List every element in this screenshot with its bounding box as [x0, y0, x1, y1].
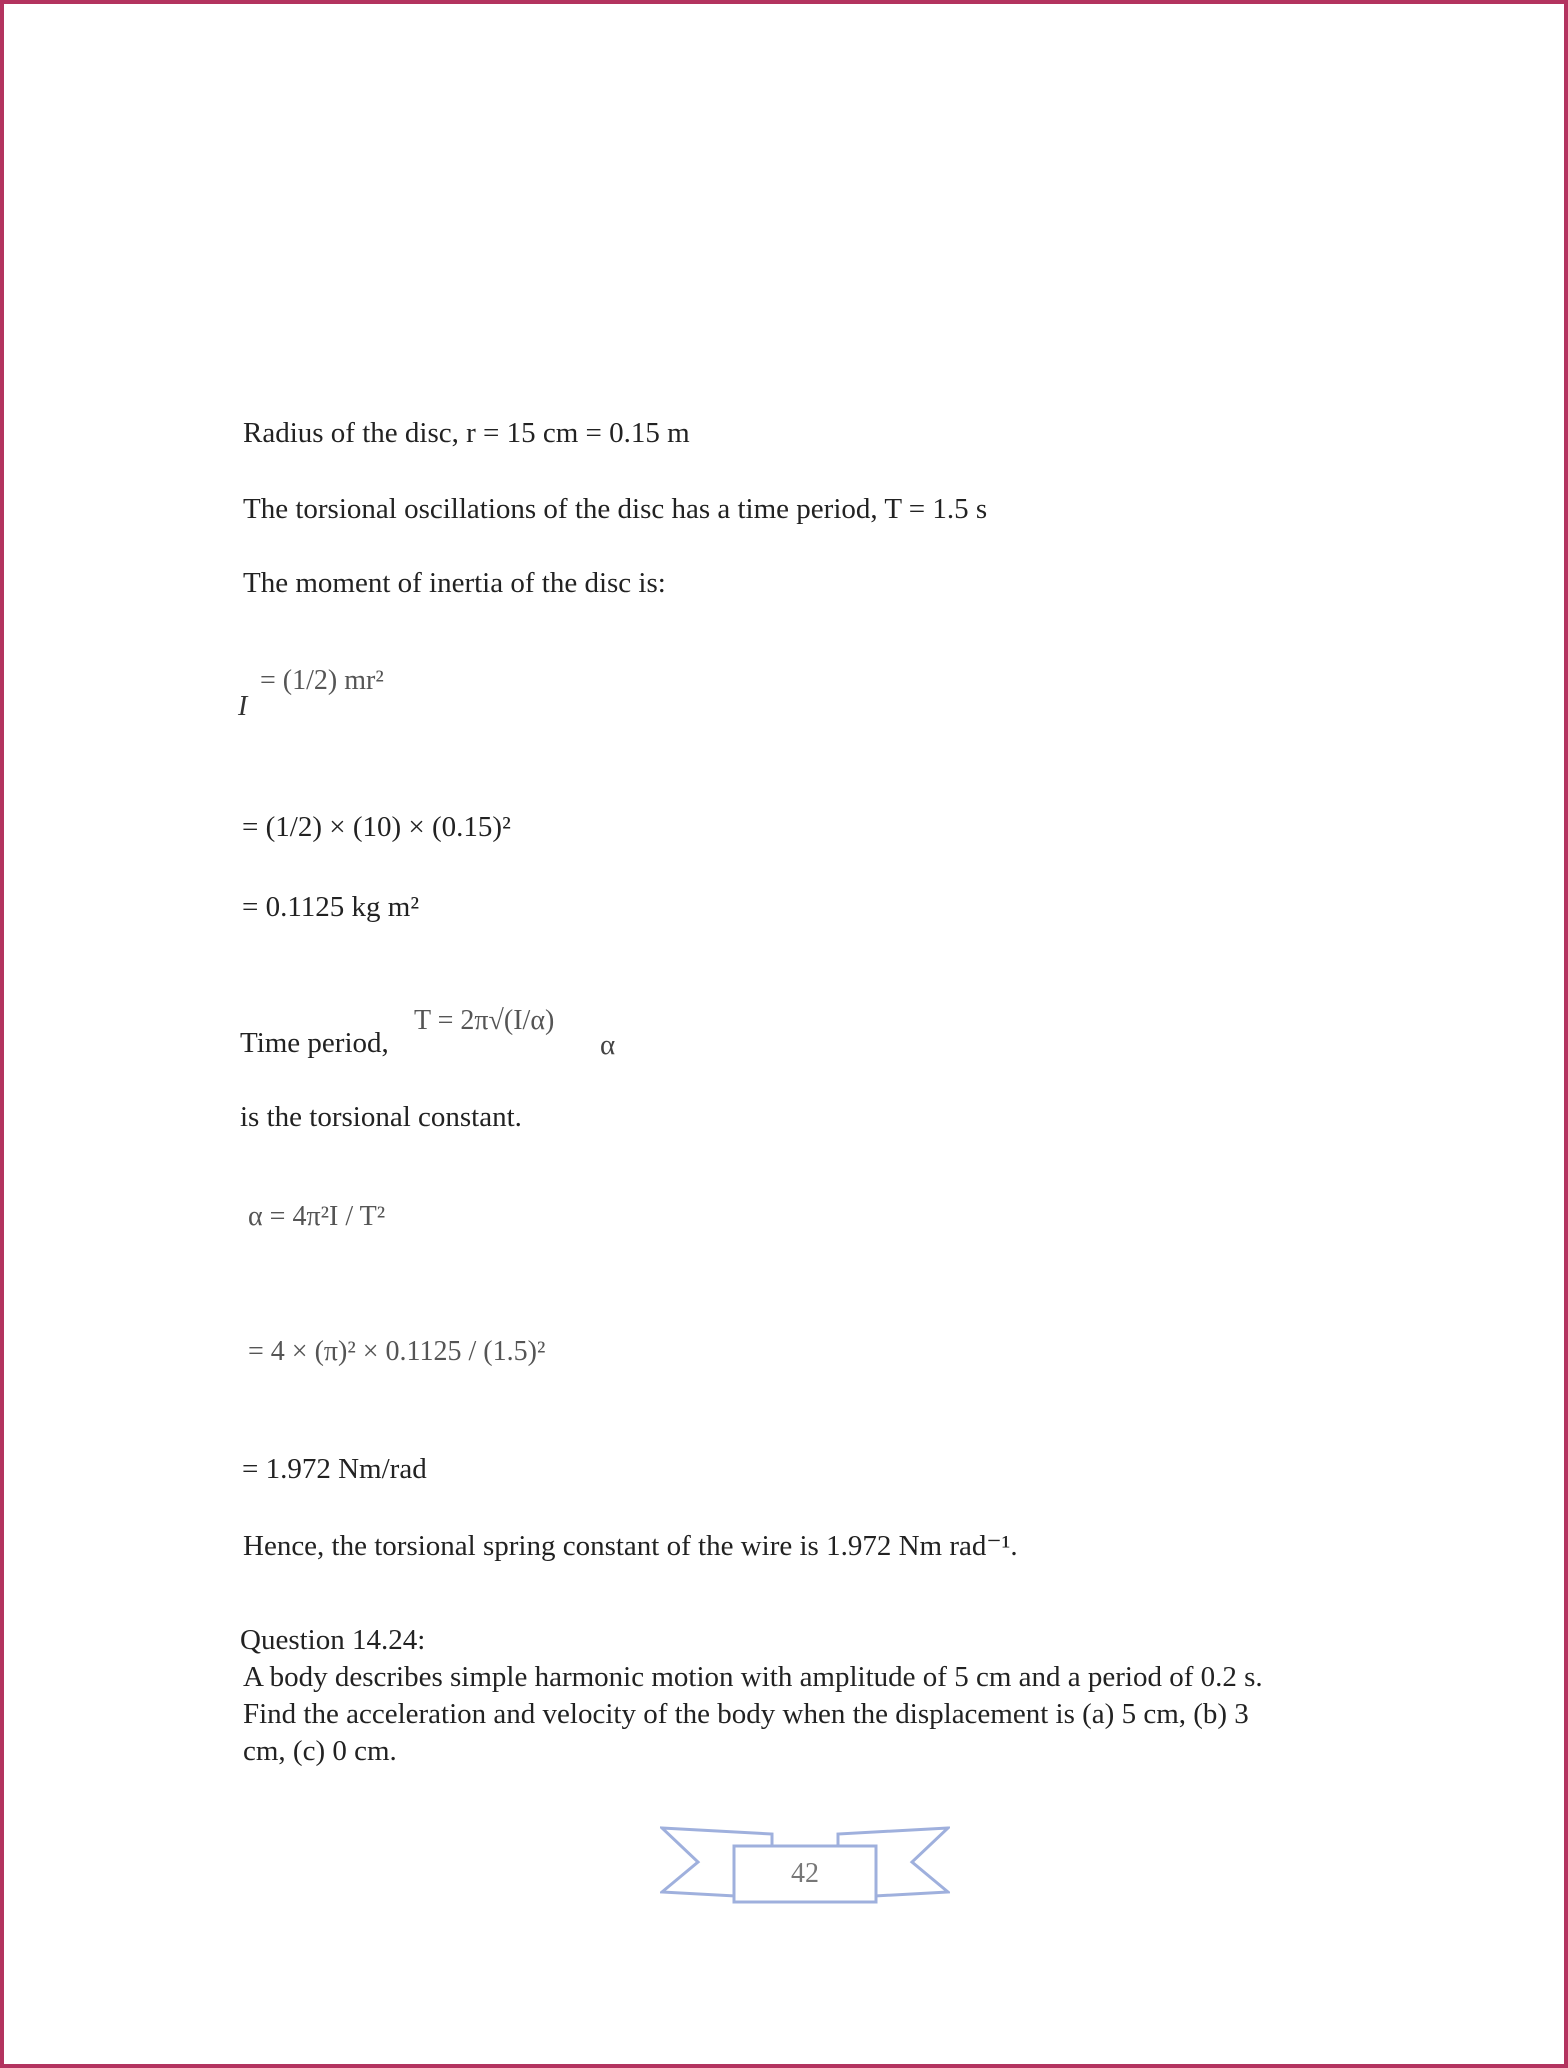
- eq1-rhs: = (1/2) mr²: [260, 665, 384, 696]
- question-title: Question 14.24:: [240, 1624, 426, 1656]
- time-period-label: Time period,: [240, 1027, 389, 1059]
- radius-line: Radius of the disc, r = 15 cm = 0.15 m: [243, 417, 690, 449]
- eq4: α = 4π²I / T²: [248, 1201, 386, 1232]
- question-line-2: Find the acceleration and velocity of the body when the displacement is (a) 5 cm, (b) 3: [243, 1698, 1249, 1730]
- conclusion-line: Hence, the torsional spring constant of the wire is 1.972 Nm rad⁻¹.: [243, 1530, 1018, 1562]
- eq1-lhs: I: [238, 691, 248, 722]
- moment-line: The moment of inertia of the disc is:: [243, 567, 666, 599]
- period-line: The torsional oscillations of the disc has a time period, T = 1.5 s: [243, 493, 988, 525]
- eq6: = 1.972 Nm/rad: [242, 1453, 427, 1485]
- alpha-symbol: α: [600, 1029, 616, 1061]
- eq3: = 0.1125 kg m²: [242, 891, 420, 923]
- question-line-3: cm, (c) 0 cm.: [243, 1735, 397, 1767]
- torsional-constant-line: is the torsional constant.: [240, 1101, 522, 1133]
- page-number: 42: [791, 1858, 819, 1889]
- eq2: = (1/2) × (10) × (0.15)²: [242, 811, 511, 843]
- question-line-1: A body describes simple harmonic motion with amplitude of 5 cm and a period of 0.2 s.: [243, 1661, 1263, 1693]
- page-number-ribbon: [660, 1812, 950, 1912]
- time-period-formula: T = 2π√(I/α): [414, 1005, 555, 1036]
- eq5: = 4 × (π)² × 0.1125 / (1.5)²: [248, 1336, 546, 1367]
